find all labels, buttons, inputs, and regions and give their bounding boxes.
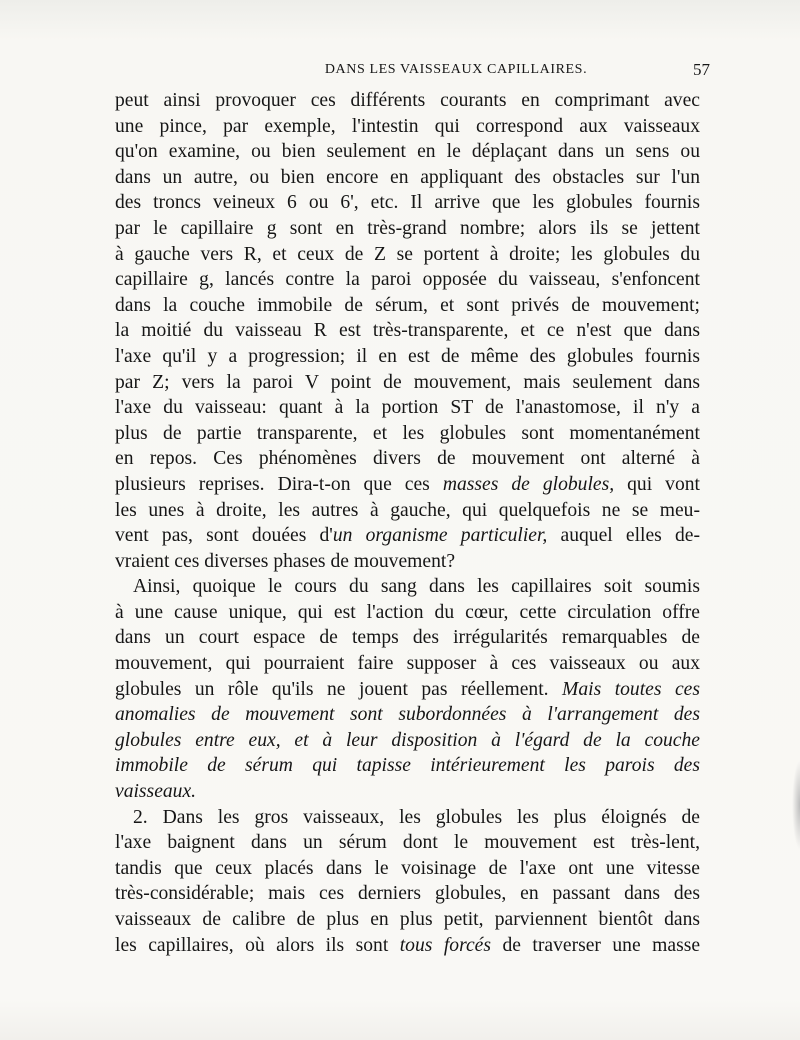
text-line: vraient ces diverses phases de mouvement? (115, 550, 456, 572)
page-number: 57 (693, 60, 710, 79)
text-line: des troncs veineux 6 ou 6', etc. Il arrive que les globules fournis (115, 192, 700, 214)
page-edge-shadow (792, 760, 800, 850)
text-line: plus de partie transparente, et les globules sont momentanément (115, 422, 700, 444)
text-line: par le capillaire g sont en très-grand nombre; alors ils se jettent (115, 217, 700, 239)
text-line: mouvement, qui pourraient faire supposer à ces vaisseaux ou aux (115, 653, 700, 675)
text-line: plusieurs reprises. Dira-t-on que ces masses de globules, qui vont (115, 473, 700, 495)
text-line: la moitié du vaisseau R est très-transparente, et ce n'est que dans (115, 320, 700, 342)
text-line: dans un autre, ou bien encore en appliquant des obstacles sur l'un (115, 166, 700, 188)
body-text (115, 88, 700, 958)
text-line: globules un rôle qu'ils ne jouent pas réellement. Mais toutes ces (115, 678, 700, 700)
italic-phrase: un organisme particulier, (332, 525, 548, 547)
italic-phrase: Mais toutes ces (562, 678, 700, 700)
text-line: vaisseaux. (115, 781, 197, 803)
text-line: anomalies de mouvement sont subordonnées à l'arrangement des (115, 704, 700, 726)
text-line: tandis que ceux placés dans le voisinage de l'axe ont une vitesse (115, 857, 700, 879)
text-line: immobile de sérum qui tapisse intérieurement les parois des (115, 755, 700, 777)
italic-phrase: tous forcés (399, 934, 492, 956)
text-line: les unes à droite, les autres à gauche, qui quelquefois ne se meu- (115, 499, 700, 521)
text-line: capillaire g, lancés contre la paroi opposée du vaisseau, s'enfoncent (115, 269, 700, 291)
text-line: vaisseaux de calibre de plus en plus petit, parviennent bientôt dans (115, 909, 700, 930)
text-line: vent pas, sont douées d'un organisme particulier, auquel elles de- (115, 525, 700, 547)
text-line: les capillaires, où alors ils sont tous forcés de traverser une masse (115, 934, 701, 956)
text-line: très-considérable; mais ces derniers globules, en passant dans des (115, 883, 700, 905)
text-line: 2. Dans les gros vaisseaux, les globules les plus éloignés de (133, 806, 700, 828)
page-header (112, 62, 710, 86)
text-line: globules entre eux, et à leur disposition à l'égard de la couche (115, 729, 700, 751)
text-line: en repos. Ces phénomènes divers de mouvement ont alterné à (115, 448, 700, 470)
italic-phrase: masses de globules, (442, 473, 615, 495)
text-line: qu'on examine, ou bien seulement en le déplaçant dans un sens ou (115, 141, 700, 163)
text-line: l'axe du vaisseau: quant à la portion ST de l'anastomose, il n'y a (115, 397, 700, 419)
text-line: Ainsi, quoique le cours du sang dans les capillaires soit soumis (133, 576, 700, 598)
text-line: une pince, par exemple, l'intestin qui correspond aux vaisseaux (115, 115, 700, 137)
text-line: à une cause unique, qui est l'action du cœur, cette circulation offre (115, 601, 700, 623)
text-line: à gauche vers R, et ceux de Z se portent à droite; les globules du (115, 243, 700, 265)
text-line: dans un court espace de temps des irrégularités remarquables de (115, 627, 700, 649)
text-line: par Z; vers la paroi V point de mouvement, mais seulement dans (115, 371, 700, 393)
running-title: DANS LES VAISSEAUX CAPILLAIRES. (324, 62, 588, 77)
text-line: l'axe baignent dans un sérum dont le mouvement est très-lent, (115, 832, 700, 854)
text-line: peut ainsi provoquer ces différents courants en comprimant avec (115, 90, 700, 111)
text-line: l'axe qu'il y a progression; il en est de même des globules fournis (115, 345, 700, 367)
text-line: dans la couche immobile de sérum, et sont privés de mouvement; (115, 294, 700, 316)
